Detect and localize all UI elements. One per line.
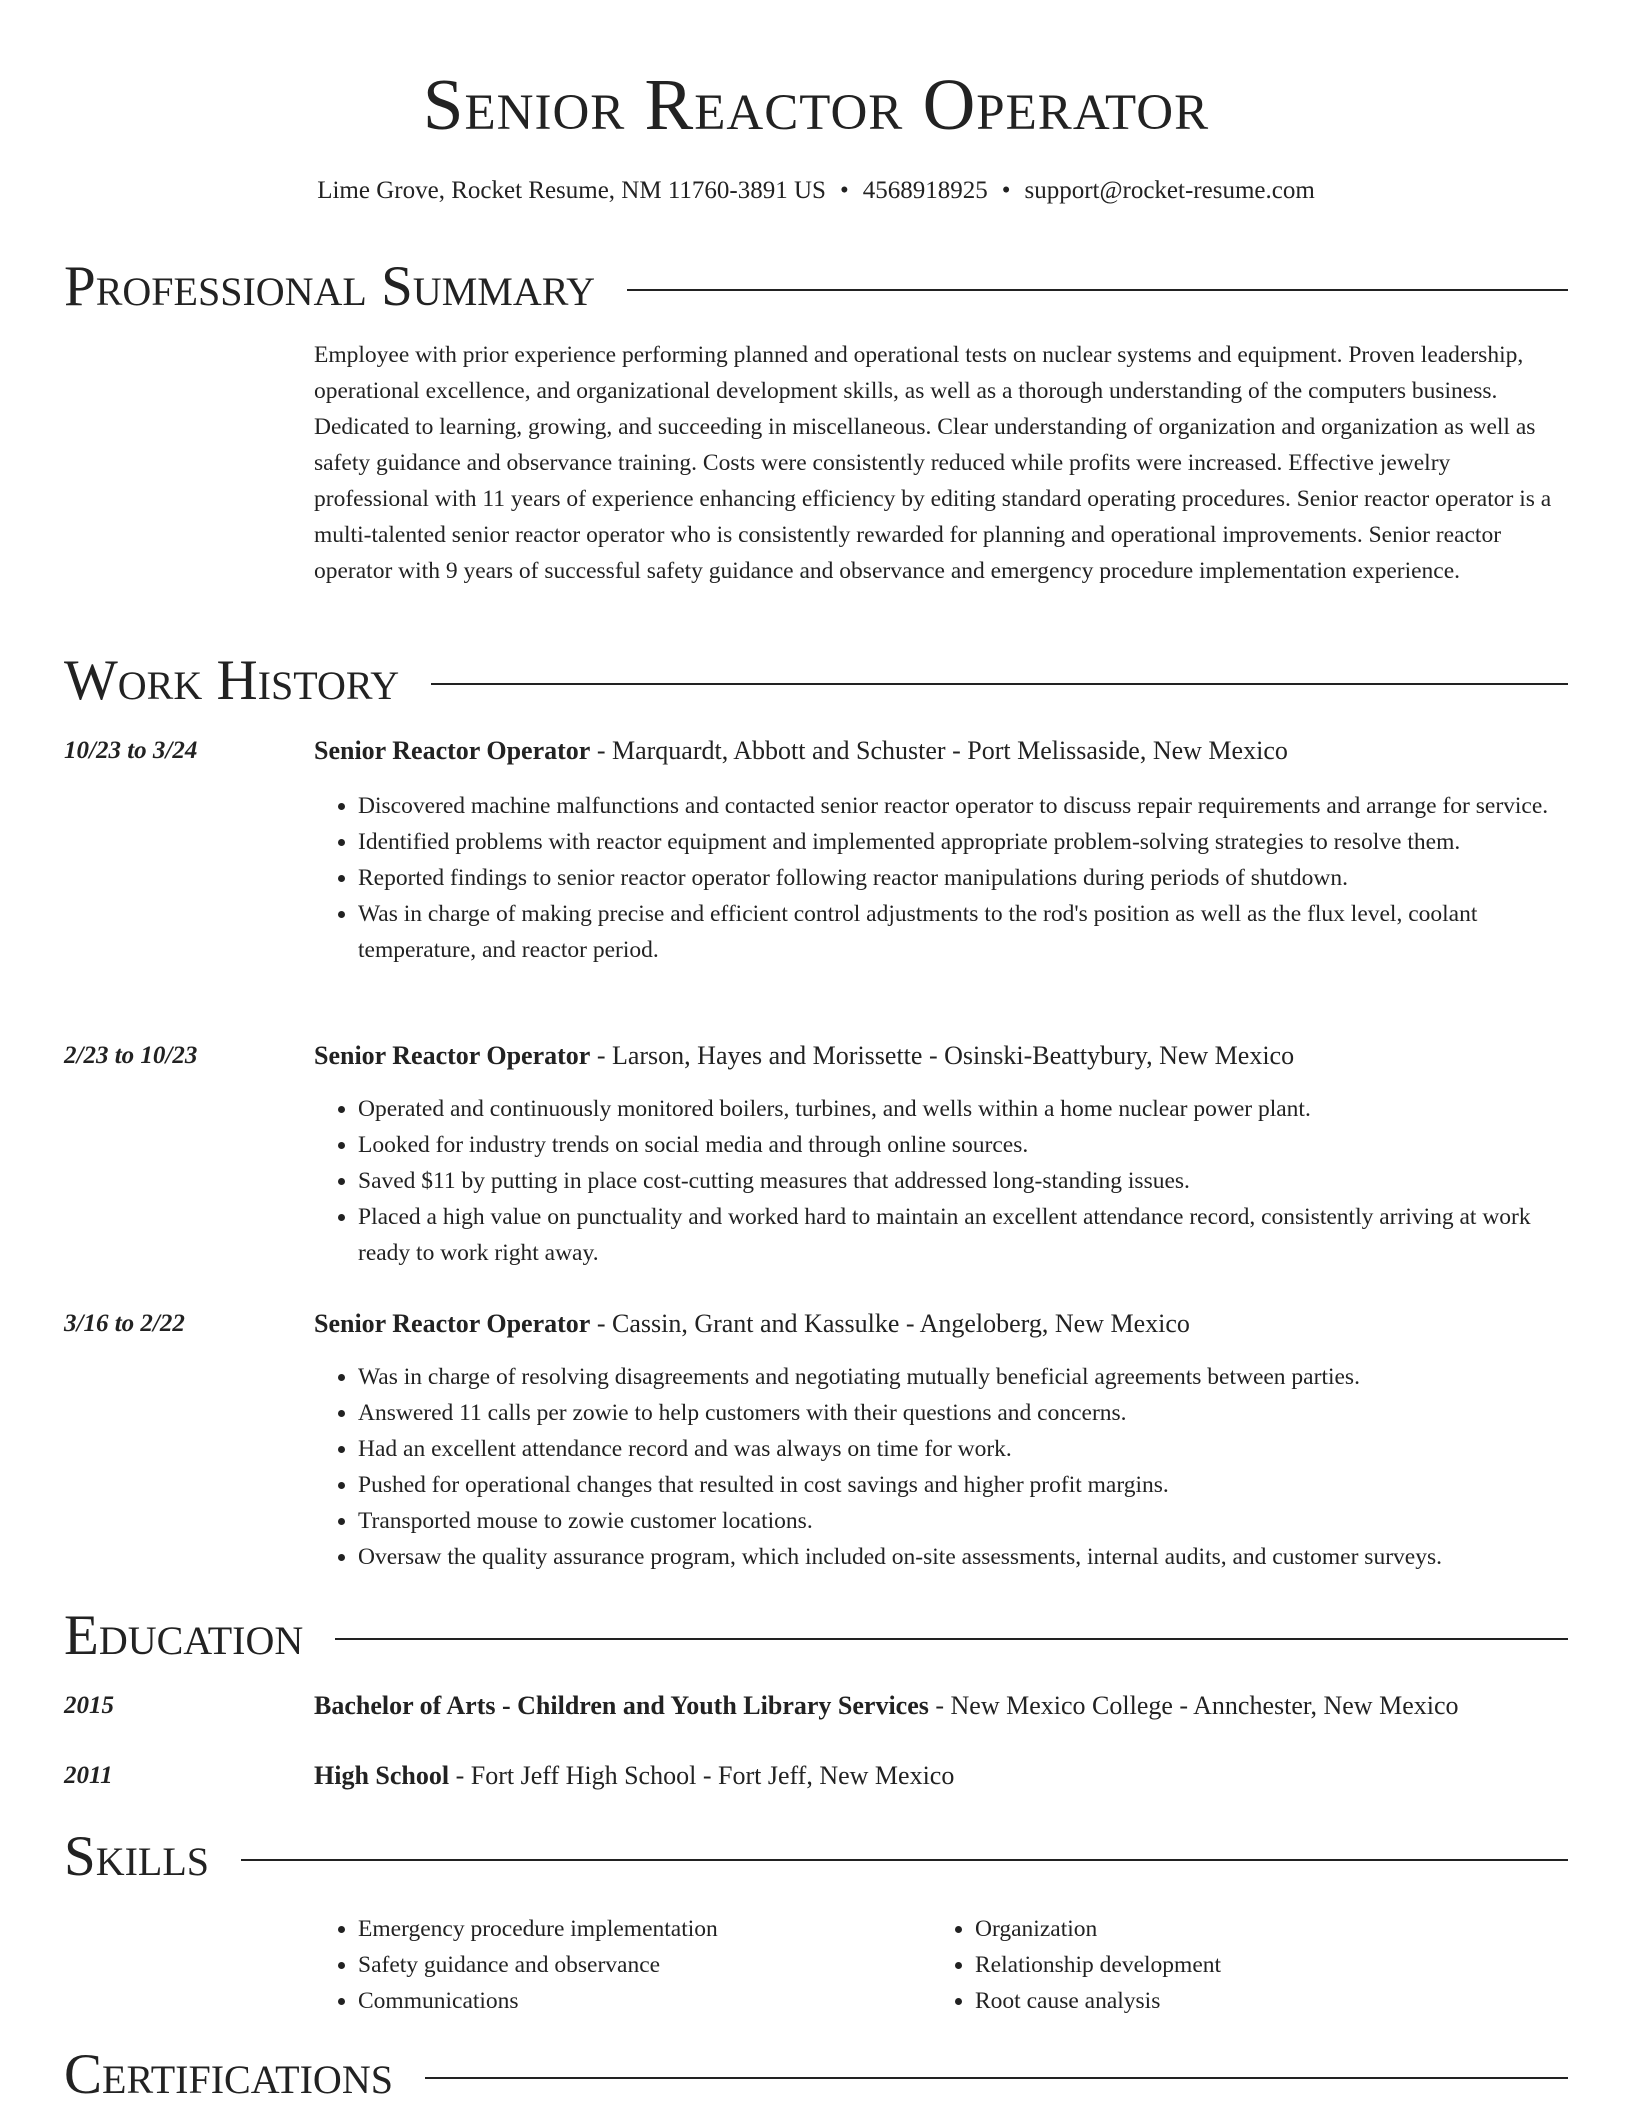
job-role: Senior Reactor Operator: [314, 736, 591, 765]
job-bullet: • Oversaw the quality assurance program, which included on-site assessments, internal audits, and customer surveys.: [358, 1539, 1568, 1575]
job-role: Senior Reactor Operator: [314, 1309, 591, 1338]
summary-section-header: [64, 252, 1568, 322]
education-line: [314, 1689, 1568, 1723]
job-bullets: [314, 1091, 1568, 1271]
job-bullet: • Had an excellent attendance record and was always on time for work.: [358, 1431, 1568, 1467]
contact-separator: •: [1001, 177, 1011, 204]
work-section-header: [64, 646, 1568, 716]
job-bullet: • Discovered machine malfunctions and contacted senior reactor operator to discuss repair requirements and arrange for service.: [358, 788, 1568, 824]
job-bullets: [314, 788, 1568, 968]
skills-section-header: [64, 1822, 1568, 1892]
education-year: 2011: [64, 1762, 113, 1789]
education-year: 2015: [64, 1692, 114, 1719]
job-bullet: • Looked for industry trends on social media and through online sources.: [358, 1127, 1568, 1163]
section-divider: [241, 1859, 1568, 1861]
job-bullet: • Answered 11 calls per zowie to help customers with their questions and concerns.: [358, 1395, 1568, 1431]
skill-item: • Emergency procedure implementation: [358, 1911, 918, 1947]
job-bullet: • Reported findings to senior reactor operator following reactor manipulations during periods of shutdown.: [358, 860, 1568, 896]
job-bullet: • Identified problems with reactor equipment and implemented appropriate problem-solving strategies to resolve them.: [358, 824, 1568, 860]
section-divider: [431, 683, 1568, 685]
job-bullet: • Placed a high value on punctuality and worked hard to maintain an excellent attendance record, consistently arriving at work ready to work right away.: [358, 1199, 1568, 1271]
job-bullet: • Was in charge of resolving disagreements and negotiating mutually beneficial agreements between parties.: [358, 1359, 1568, 1395]
contact-separator: •: [839, 177, 849, 204]
skill-item: • Root cause analysis: [975, 1983, 1535, 2019]
job-employer: - Larson, Hayes and Morissette - Osinski-Beattybury, New Mexico: [590, 1041, 1295, 1070]
certifications-section-title: Certifications: [64, 2043, 393, 2106]
contact-phone: 4568918925: [862, 177, 988, 204]
job-title-line: [314, 734, 1568, 768]
education-degree: High School: [314, 1761, 450, 1790]
contact-email: support@rocket-resume.com: [1024, 177, 1315, 204]
education-school: - New Mexico College - Annchester, New Mexico: [928, 1691, 1459, 1720]
skills-list-right: [931, 1911, 1535, 2019]
job-title-line: [314, 1307, 1568, 1341]
contact-address: Lime Grove, Rocket Resume, NM 11760-3891 US: [317, 177, 826, 204]
job-employer: - Cassin, Grant and Kassulke - Angeloberg, New Mexico: [590, 1309, 1190, 1338]
section-divider: [627, 289, 1568, 291]
education-line: [314, 1759, 1568, 1793]
skill-item: • Relationship development: [975, 1947, 1535, 1983]
summary-section-title: Professional Summary: [64, 255, 596, 318]
job-bullet: • Operated and continuously monitored boilers, turbines, and wells within a home nuclear power plant.: [358, 1091, 1568, 1127]
job-bullet: • Was in charge of making precise and efficient control adjustments to the rod's position as well as the flux level, coolant temperature, and reactor period.: [358, 896, 1568, 968]
job-bullet: • Pushed for operational changes that resulted in cost savings and higher profit margins.: [358, 1467, 1568, 1503]
work-section-title: Work History: [64, 649, 400, 712]
certifications-section-header: [64, 2040, 1568, 2110]
job-employer: - Marquardt, Abbott and Schuster - Port Melissaside, New Mexico: [590, 736, 1288, 765]
contact-line: [0, 174, 1632, 208]
job-dates: 3/16 to 2/22: [64, 1310, 185, 1337]
job-dates: 10/23 to 3/24: [64, 737, 198, 764]
job-bullet: • Saved $11 by putting in place cost-cutting measures that addressed long-standing issues.: [358, 1163, 1568, 1199]
education-degree: Bachelor of Arts - Children and Youth Library Services: [314, 1691, 929, 1720]
job-bullets: [314, 1359, 1568, 1575]
section-divider: [425, 2077, 1568, 2079]
education-school: - Fort Jeff High School - Fort Jeff, New Mexico: [449, 1761, 955, 1790]
resume-name: Senior Reactor Operator: [422, 64, 1210, 145]
job-title-line: [314, 1039, 1568, 1073]
skill-item: • Organization: [975, 1911, 1535, 1947]
section-divider: [335, 1638, 1568, 1640]
job-role: Senior Reactor Operator: [314, 1041, 591, 1070]
skills-section-title: Skills: [64, 1825, 210, 1888]
skill-item: • Communications: [358, 1983, 918, 2019]
skill-item: • Safety guidance and observance: [358, 1947, 918, 1983]
skills-list-left: [314, 1911, 918, 2019]
job-bullet: • Transported mouse to zowie customer locations.: [358, 1503, 1568, 1539]
education-section-title: Education: [64, 1604, 304, 1667]
summary-text: Employee with prior experience performing planned and operational tests on nuclear systems and equipment. Proven leadership, operational excellence, and organizational development skills, as well as a thorough understanding of the computers business. Dedicated to learning, growing, and succeeding in miscellaneous. Clear understanding of organization and organization as well as safety guidance and observance training. Costs were consistently reduced while profits were increased. Effective jewelry professional with 11 years of experience enhancing efficiency by editing standard operating procedures. Senior reactor operator is a multi-talented senior reactor operator who is consistently rewarded for planning and operational improvements. Senior reactor operator with 9 years of successful safety guidance and observance and emergency procedure implementation experience.: [314, 342, 1552, 584]
job-dates: 2/23 to 10/23: [64, 1042, 198, 1069]
education-section-header: [64, 1601, 1568, 1671]
